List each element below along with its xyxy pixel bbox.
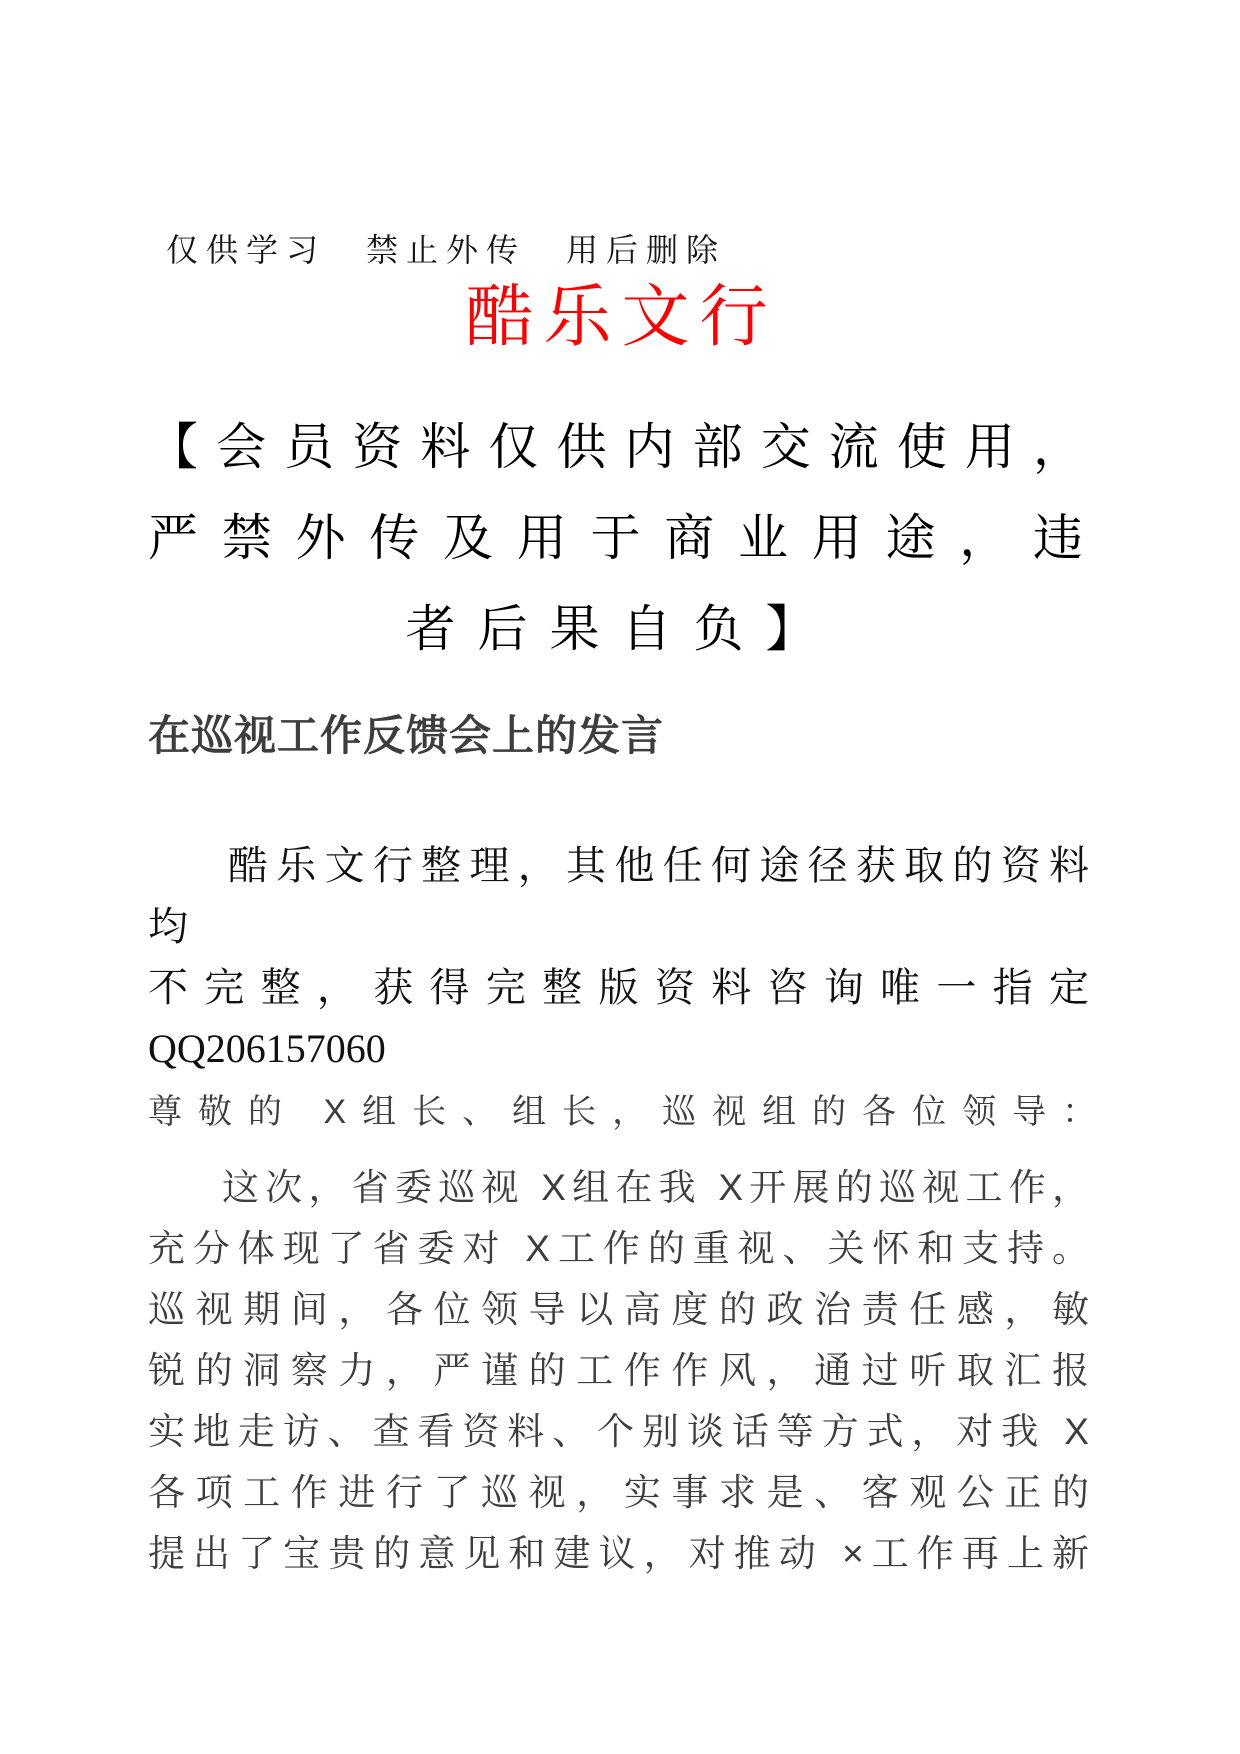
speech-body-line: 充分体现了省委对 X工作的重视、关怀和支持。 [148, 1228, 1095, 1269]
speech-body-line: 锐的洞察力，严谨的工作作风，通过听取汇报 [148, 1350, 1095, 1391]
document-content [148, 228, 1113, 1584]
source-note-paragraph [148, 835, 1095, 1079]
speech-body-line: 各项工作进行了巡视，实事求是、客观公正的 [148, 1472, 1095, 1513]
source-note-line: 不完整，获得完整版资料咨询唯一指定 [148, 965, 1095, 1010]
speech-body-line: 实地走访、查看资料、个别谈话等方式，对我 X [148, 1411, 1095, 1452]
speech-body-line: 巡视期间，各位领导以高度的政治责任感，敏 [148, 1289, 1095, 1330]
speech-body-line: 这次，省委巡视 X组在我 X开展的巡视工作， [222, 1167, 1095, 1208]
watermark-notice: 仅供学习 禁止外传 用后删除 [166, 232, 727, 268]
qq-contact-line: QQ206157060 [148, 1026, 386, 1071]
salutation-line: 尊敬的 X组长、组长，巡视组的各位领导： [148, 1093, 1113, 1131]
member-notice-line: 者后果自负】 [405, 601, 838, 657]
speech-body-paragraph [148, 1157, 1095, 1584]
brand-title: 酷乐文行 [465, 279, 778, 355]
page-title: 在巡视工作反馈会上的发言 [148, 712, 665, 759]
member-notice-block [148, 402, 1095, 675]
member-notice-line: 【会员资料仅供内部交流使用， [148, 419, 1095, 475]
member-notice-line: 严禁外传及用于商业用途，违 [148, 510, 1095, 566]
speech-body-line: 提出了宝贵的意见和建议，对推动 ×工作再上新 [148, 1533, 1095, 1574]
source-note-line: 酷乐文行整理，其他任何途径获取的资料均 [148, 843, 1095, 949]
